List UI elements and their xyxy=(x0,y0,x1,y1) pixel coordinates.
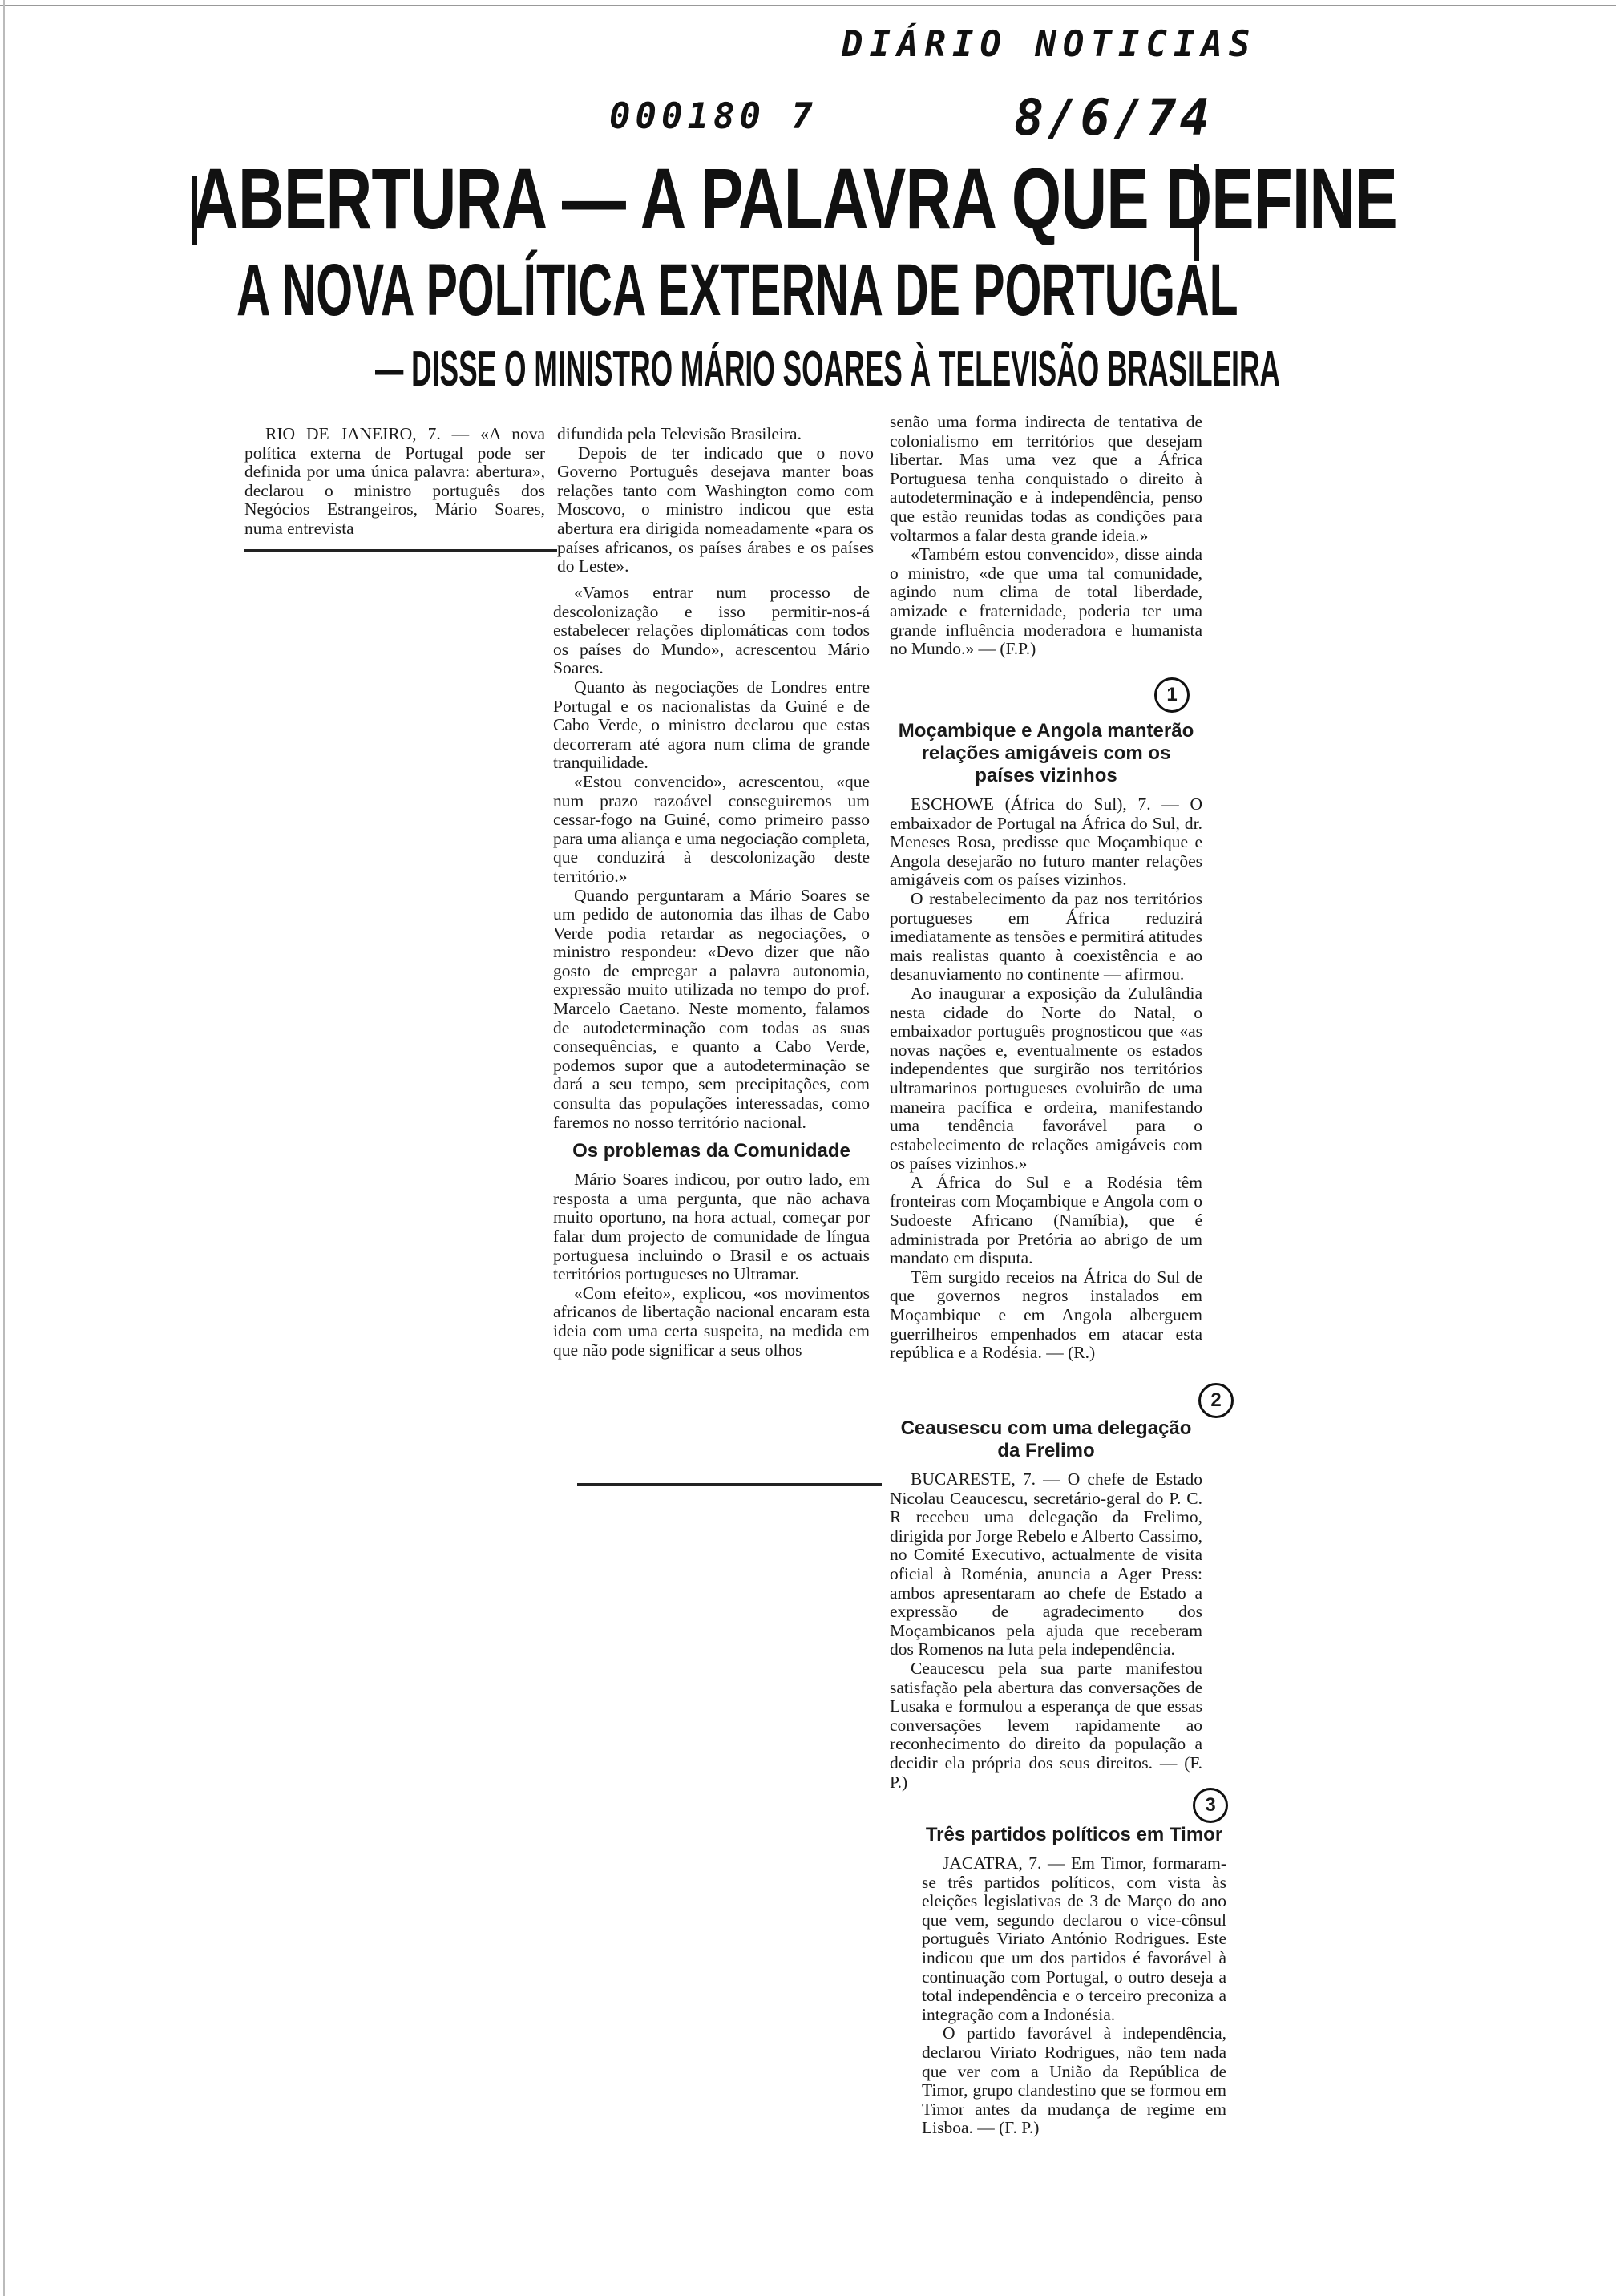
subhead-comunidade: Os problemas da Comunidade xyxy=(572,1140,850,1162)
paragraph: Ao inaugurar a exposição da Zululândia nesta cidade do Norte do Natal, o embaixador português prognosticou que «as novas nações e, eventualmente os estados independentes que surgirão nos territórios ultramarinos portugueses evoluirão de uma maneira pacífica e ordeira, manifestando uma tendência favorável para o estabelecimento de relações amigáveis com os países vizinhos.» xyxy=(890,983,1202,1174)
paragraph: «Com efeito», explicou, «os movimentos africanos de libertação nacional encaram esta ideia com uma certa suspeita, na medida em que não pode significar a seus olhos xyxy=(553,1283,870,1360)
column-end-rule xyxy=(577,1483,882,1486)
paragraph: senão uma forma indirecta de tentativa de colonialismo em territórios que desejam libertar. Mas uma vez que a África Portuguesa tenha conquistado o direito à autodeterminação e à independência, penso que estão reunidas todas as condições para voltarmos a falar desta grande ideia.» xyxy=(890,412,1202,545)
handwritten-reference-number: 000180 7 xyxy=(609,96,818,137)
column-rule xyxy=(244,549,557,552)
scan-edge-top xyxy=(0,5,1616,6)
paragraph: «Também estou convencido», disse ainda o ministro, «de que uma tal comunidade, agindo num clima de total liberdade, amizade e fraternidade, poderia ter uma grande influência moderadora e humanista no Mundo.» — (F.P.) xyxy=(890,544,1202,659)
scan-edge-left xyxy=(3,0,5,2296)
circled-number-3: 3 xyxy=(1193,1788,1228,1823)
paragraph: Têm surgido receios na África do Sul de que governos negros instalados em Moçambique e em Angola alberguem guerrilheiros empenhados em atacar esta república e a Rodésia. — (R.) xyxy=(890,1267,1202,1363)
main-article-column-1 xyxy=(244,425,545,539)
handwritten-date: 8/6/74 xyxy=(1014,88,1213,147)
article-mocambique-angola xyxy=(890,712,1202,1363)
paragraph: O partido favorável à independência, declarou Viriato Rodrigues, não tem nada que ver com a União da República de Timor, grupo clandestino que se formou em Timor antes da mudança de regime em Lisboa. — (F. P.) xyxy=(922,2023,1226,2138)
paragraph: JACATRA, 7. — Em Timor, formaram-se três partidos políticos, com vista às eleições legislativas de 3 de Março do ano que vem, segundo declarou o vice-cônsul português Viriato António Rodrigues. Este indicou que um dos partidos é favorável à continuação com Portugal, o outro deseja a total independência e o terceiro preconiza a integração com a Indonésia. xyxy=(922,1853,1226,2024)
paragraph: A África do Sul e a Rodésia têm fronteiras com Moçambique e Angola com o Sudoeste Africano (Namíbia), que é administrada por Pretória ao abrigo de um mandato em disputa. xyxy=(890,1172,1202,1268)
paragraph: Ceaucescu pela sua parte manifestou satisfação pela abertura das conversações de Lusaka e formulou a esperança de que essas conversações levem rapidamente ao reconhecimento do direito da população a decidir ela própria dos seus direitos. — (F. P.) xyxy=(890,1658,1202,1792)
paragraph: BUCARESTE, 7. — O chefe de Estado Nicolau Ceaucescu, secretário-geral do P. C. R recebeu uma delegação da Frelimo, dirigida por Jorge Rebelo e Alberto Cassimo, no Comité Executivo, actualmente de visita oficial à Roménia, anuncia a Ager Press: ambos apresentaram ao chefe de Estado a expressão de agradecimento dos Moçambicanos pela ajuda que receberam dos Romenos na luta pela independência. xyxy=(890,1469,1202,1659)
headline-line-2: A NOVA POLÍTICA EXTERNA DE PORTUGAL xyxy=(236,249,1238,331)
article-title: Ceausescu com uma delegação da Frelimo xyxy=(900,1417,1192,1461)
headline-line-3: — DISSE O MINISTRO MÁRIO SOARES À TELEVISÃO BRASILEIRA xyxy=(375,342,1281,397)
paragraph: ESCHOWE (África do Sul), 7. — O embaixador de Portugal na África do Sul, dr. Meneses Rosa, predisse que Moçambique e Angola desejarão no futuro manter relações amigáveis com os países vizinhos. xyxy=(890,794,1202,890)
main-article-column-3 xyxy=(890,413,1202,659)
article-timor xyxy=(922,1816,1226,2138)
main-article-column-2-top xyxy=(557,425,874,576)
paragraph: «Estou convencido», acrescentou, «que num prazo razoável conseguiremos um cessar-fogo na Guiné, como primeiro passo para uma aliança e uma negociação completa, que conduzirá à descolonização deste território.» xyxy=(553,771,870,886)
circled-number-1: 1 xyxy=(1154,677,1190,713)
paragraph: Depois de ter indicado que o novo Governo Português desejava manter boas relações tanto com Washington como com Moscovo, o ministro indicou que esta abertura era dirigida nomeadamente «para os países africanos, os países árabes e os países do Leste». xyxy=(557,443,874,576)
headline-line-1: ABERTURA — A PALAVRA QUE DEFINE xyxy=(192,150,1397,247)
handwritten-newspaper-name: DIÁRIO NOTICIAS xyxy=(842,24,1257,65)
paragraph: RIO DE JANEIRO, 7. — «A nova política externa de Portugal pode ser definida por uma única palavra: abertura», declarou o ministro português dos Negócios Estrangeiros, Mário Soares, numa entrevista xyxy=(244,424,545,538)
circled-number-2: 2 xyxy=(1198,1383,1234,1418)
paragraph: O restabelecimento da paz nos territórios portugueses em África reduzirá imediatamente as tensões e permitirá atitudes mais realistas quanto à coexistência e ao desanuviamento no continente — afirmou. xyxy=(890,888,1202,984)
paragraph: Mário Soares indicou, por outro lado, em resposta a uma pergunta, que não achava muito oportuno, na hora actual, começar por falar dum projecto de comunidade de língua portuguesa incluindo o Brasil e os actuais territórios portugueses no Ultramar. xyxy=(553,1170,870,1284)
paragraph: «Vamos entrar num processo de descolonização e isso permitir-nos-á estabelecer relações diplomáticas com todos os países do Mundo», acrescentou Mário Soares. xyxy=(553,583,870,678)
paragraph: difundida pela Televisão Brasileira. xyxy=(557,424,802,443)
paragraph: Quanto às negociações de Londres entre Portugal e os nacionalistas da Guiné e de Cabo Verde, o ministro declarou que estas decorreram até agora num clima de grande tranquilidade. xyxy=(553,677,870,773)
article-title: Moçambique e Angola manterão relações amigáveis com os países vizinhos xyxy=(898,720,1194,786)
article-ceausescu-frelimo xyxy=(890,1409,1202,1792)
article-title: Três partidos políticos em Timor xyxy=(925,1824,1223,1845)
paragraph: Quando perguntaram a Mário Soares se um pedido de autonomia das ilhas de Cabo Verde podia retardar as negociações, o ministro respondeu: «Devo dizer que não gosto de empregar a palavra autonomia, expressão muito utilizada no tempo do prof. Marcelo Caetano. Neste momento, falamos de autodeterminação com todas as suas consequências, e quanto a Cabo Verde, podemos supor que a autodeterminação se dará a seu tempo, sem precipitações, com consulta das populações interessadas, como faremos no nosso território nacional. xyxy=(553,885,870,1132)
main-article-column-2-body xyxy=(553,584,870,1360)
